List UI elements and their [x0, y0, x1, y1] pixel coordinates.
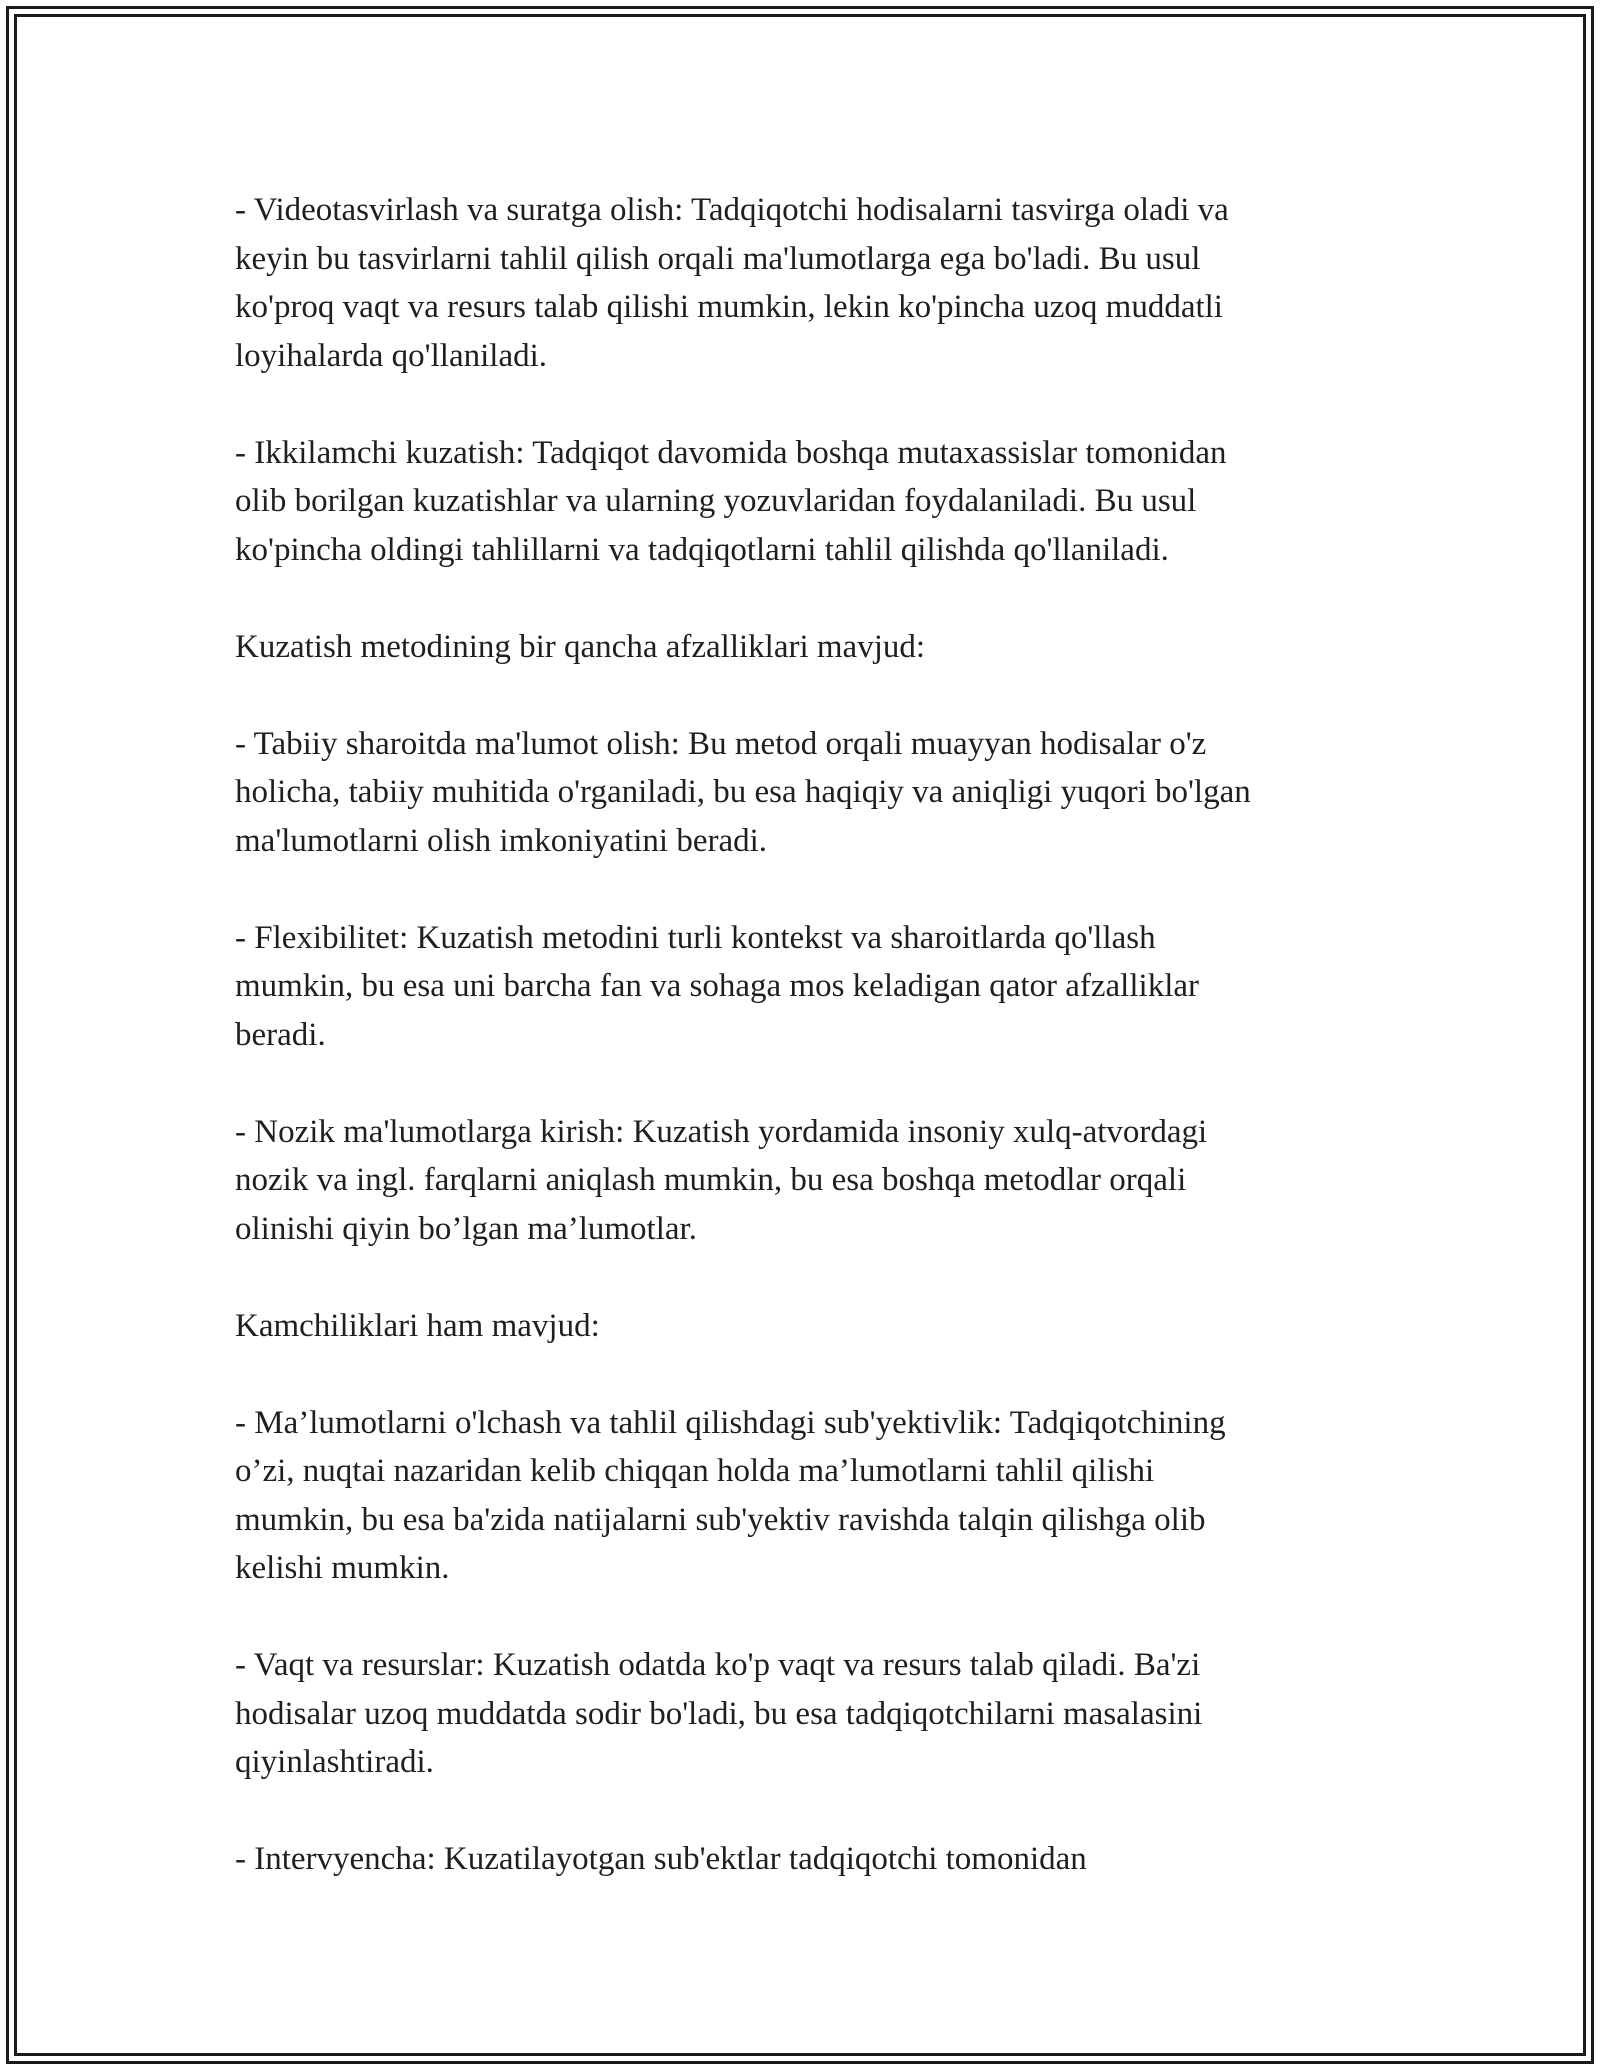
paragraph-subyektivlik: - Ma’lumotlarni o'lchash va tahlil qilishdagi sub'yektivlik: Tadqiqotchining o’zi, nuqtai nazaridan kelib chiqqan holda ma’lumotlarni tahlil qilishi mumkin, bu esa ba'zida natijalarni sub'yektiv ravishda talqin qilishga olib kelishi mumkin.	[235, 1404, 1226, 1586]
paragraph-nozik-malumotlar: - Nozik ma'lumotlarga kirish: Kuzatish yordamida insoniy xulq-atvordagi nozik va ingl. farqlarni aniqlash mumkin, bu esa boshqa metodlar orqali olinishi qiyin bo’lgan ma’lumotlar.	[235, 1113, 1208, 1247]
paragraph-flexibilitet: - Flexibilitet: Kuzatish metodini turli kontekst va sharoitlarda qo'llash mumkin, bu esa uni barcha fan va sohaga mos keladigan qator afzalliklar beradi.	[235, 919, 1199, 1053]
paragraph-ikkilamchi-kuzatish: - Ikkilamchi kuzatish: Tadqiqot davomida boshqa mutaxassislar tomonidan olib borilgan kuzatishlar va ularning yozuvlaridan foydalaniladi. Bu usul ko'pincha oldingi tahlillarni va tadqiqotlarni tahlil qilishda qo'llaniladi.	[235, 434, 1227, 568]
paragraph-kamchiliklar-heading: Kamchiliklari ham mavjud:	[235, 1307, 600, 1344]
paragraph-tabiiy-sharoit: - Tabiiy sharoitda ma'lumot olish: Bu metod orqali muayyan hodisalar o'z holicha, tabiiy muhitida o'rganiladi, bu esa haqiqiy va aniqligi yuqori bo'lgan ma'lumotlarni olish imkoniyatini beradi.	[235, 725, 1251, 859]
paragraph-vaqt-resurslar: - Vaqt va resurslar: Kuzatish odatda ko'p vaqt va resurs talab qiladi. Ba'zi hodisalar uzoq muddatda sodir bo'ladi, bu esa tadqiqotchilarni masalasini qiyinlashtiradi.	[235, 1647, 1203, 1780]
document-body	[235, 186, 1385, 1884]
paragraph-afzalliklar-heading: Kuzatish metodining bir qancha afzalliklari mavjud:	[235, 628, 926, 665]
paragraph-intervyencha: - Intervyencha: Kuzatilayotgan sub'ektlar tadqiqotchi tomonidan	[235, 1841, 1087, 1877]
paragraph-videotasvirlash: - Videotasvirlash va suratga olish: Tadqiqotchi hodisalarni tasvirga oladi va keyin bu tasvirlarni tahlil qilish orqali ma'lumotlarga ega bo'ladi. Bu usul ko'proq vaqt va resurs talab qilishi mumkin, lekin ko'pincha uzoq muddatli loyihalarda qo'llaniladi.	[235, 192, 1229, 374]
